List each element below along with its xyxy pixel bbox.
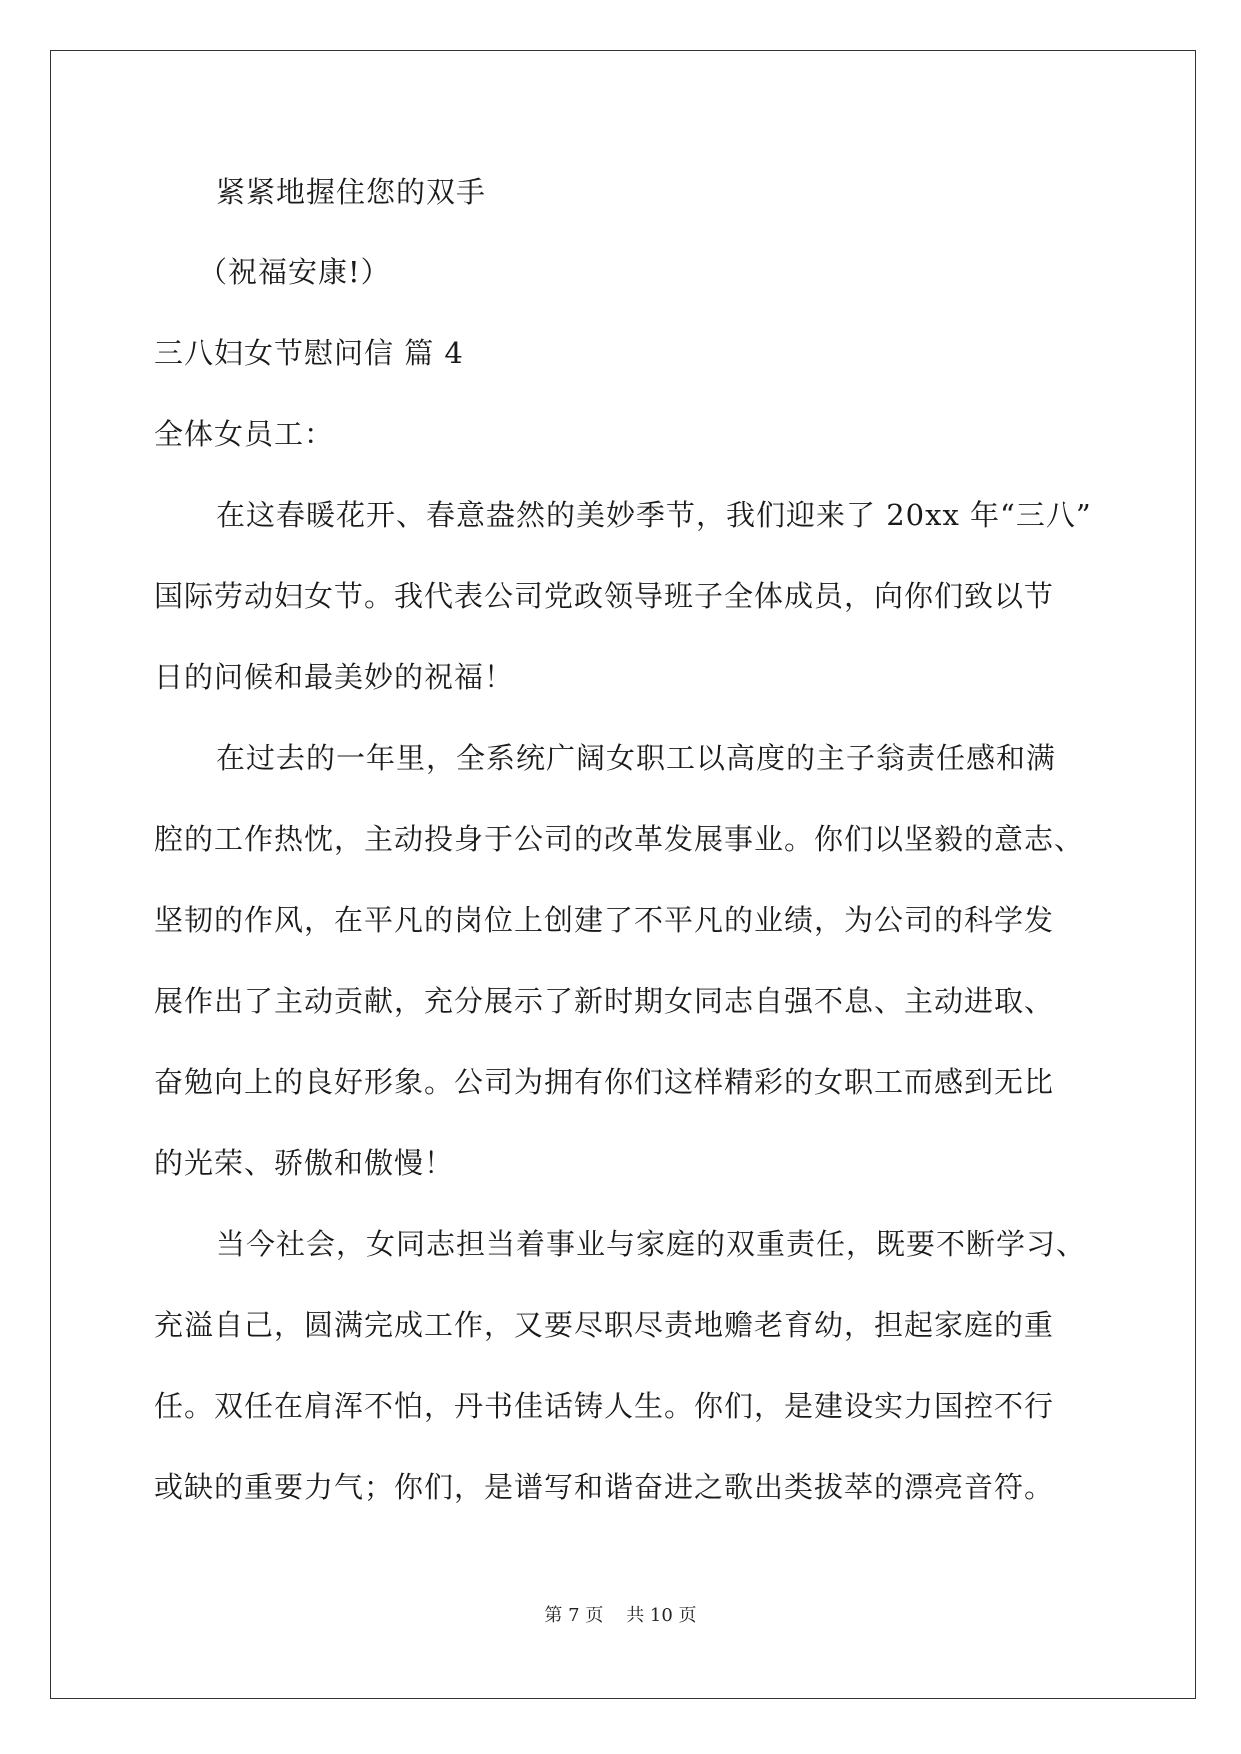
text-line: 坚韧的作风，在平凡的岗位上创建了不平凡的业绩，为公司的科学发 [154,903,1055,937]
page-number: 第 7 页 共 10 页 [544,1605,697,1626]
section-heading: 三八妇女节慰问信 篇 4 [154,336,464,370]
text-line: 的光荣、骄傲和傲慢！ [154,1146,455,1180]
text-line: （祝福安康!） [198,255,391,289]
text-line: 任。双任在肩浑不怕，丹书佳话铸人生。你们，是建设实力国控不行 [154,1389,1055,1423]
salutation: 全体女员工： [154,417,335,451]
text-line: 在这春暖花开、春意盎然的美妙季节，我们迎来了 20xx 年“三八” [216,498,1092,532]
text-line: 展作出了主动贡献，充分展示了新时期女同志自强不息、主动进取、 [154,984,1055,1018]
text-line: 在过去的一年里，全系统广阔女职工以高度的主子翁责任感和满 [216,741,1057,775]
text-line: 或缺的重要力气；你们，是谱写和谐奋进之歌出类拔萃的漂亮音符。 [154,1470,1055,1504]
text-line: 国际劳动妇女节。我代表公司党政领导班子全体成员，向你们致以节 [154,579,1055,613]
text-line: 充溢自己，圆满完成工作，又要尽职尽责地赡老育幼，担起家庭的重 [154,1308,1055,1342]
text-line: 奋勉向上的良好形象。公司为拥有你们这样精彩的女职工而感到无比 [154,1065,1055,1099]
text-line: 紧紧地握住您的双手 [216,175,487,209]
page-border [50,50,1196,1699]
text-line: 当今社会，女同志担当着事业与家庭的双重责任，既要不断学习、 [216,1227,1087,1261]
text-line: 腔的工作热忱，主动投身于公司的改革发展事业。你们以坚毅的意志、 [154,822,1085,856]
text-line: 日的问候和最美妙的祝福！ [154,660,515,694]
